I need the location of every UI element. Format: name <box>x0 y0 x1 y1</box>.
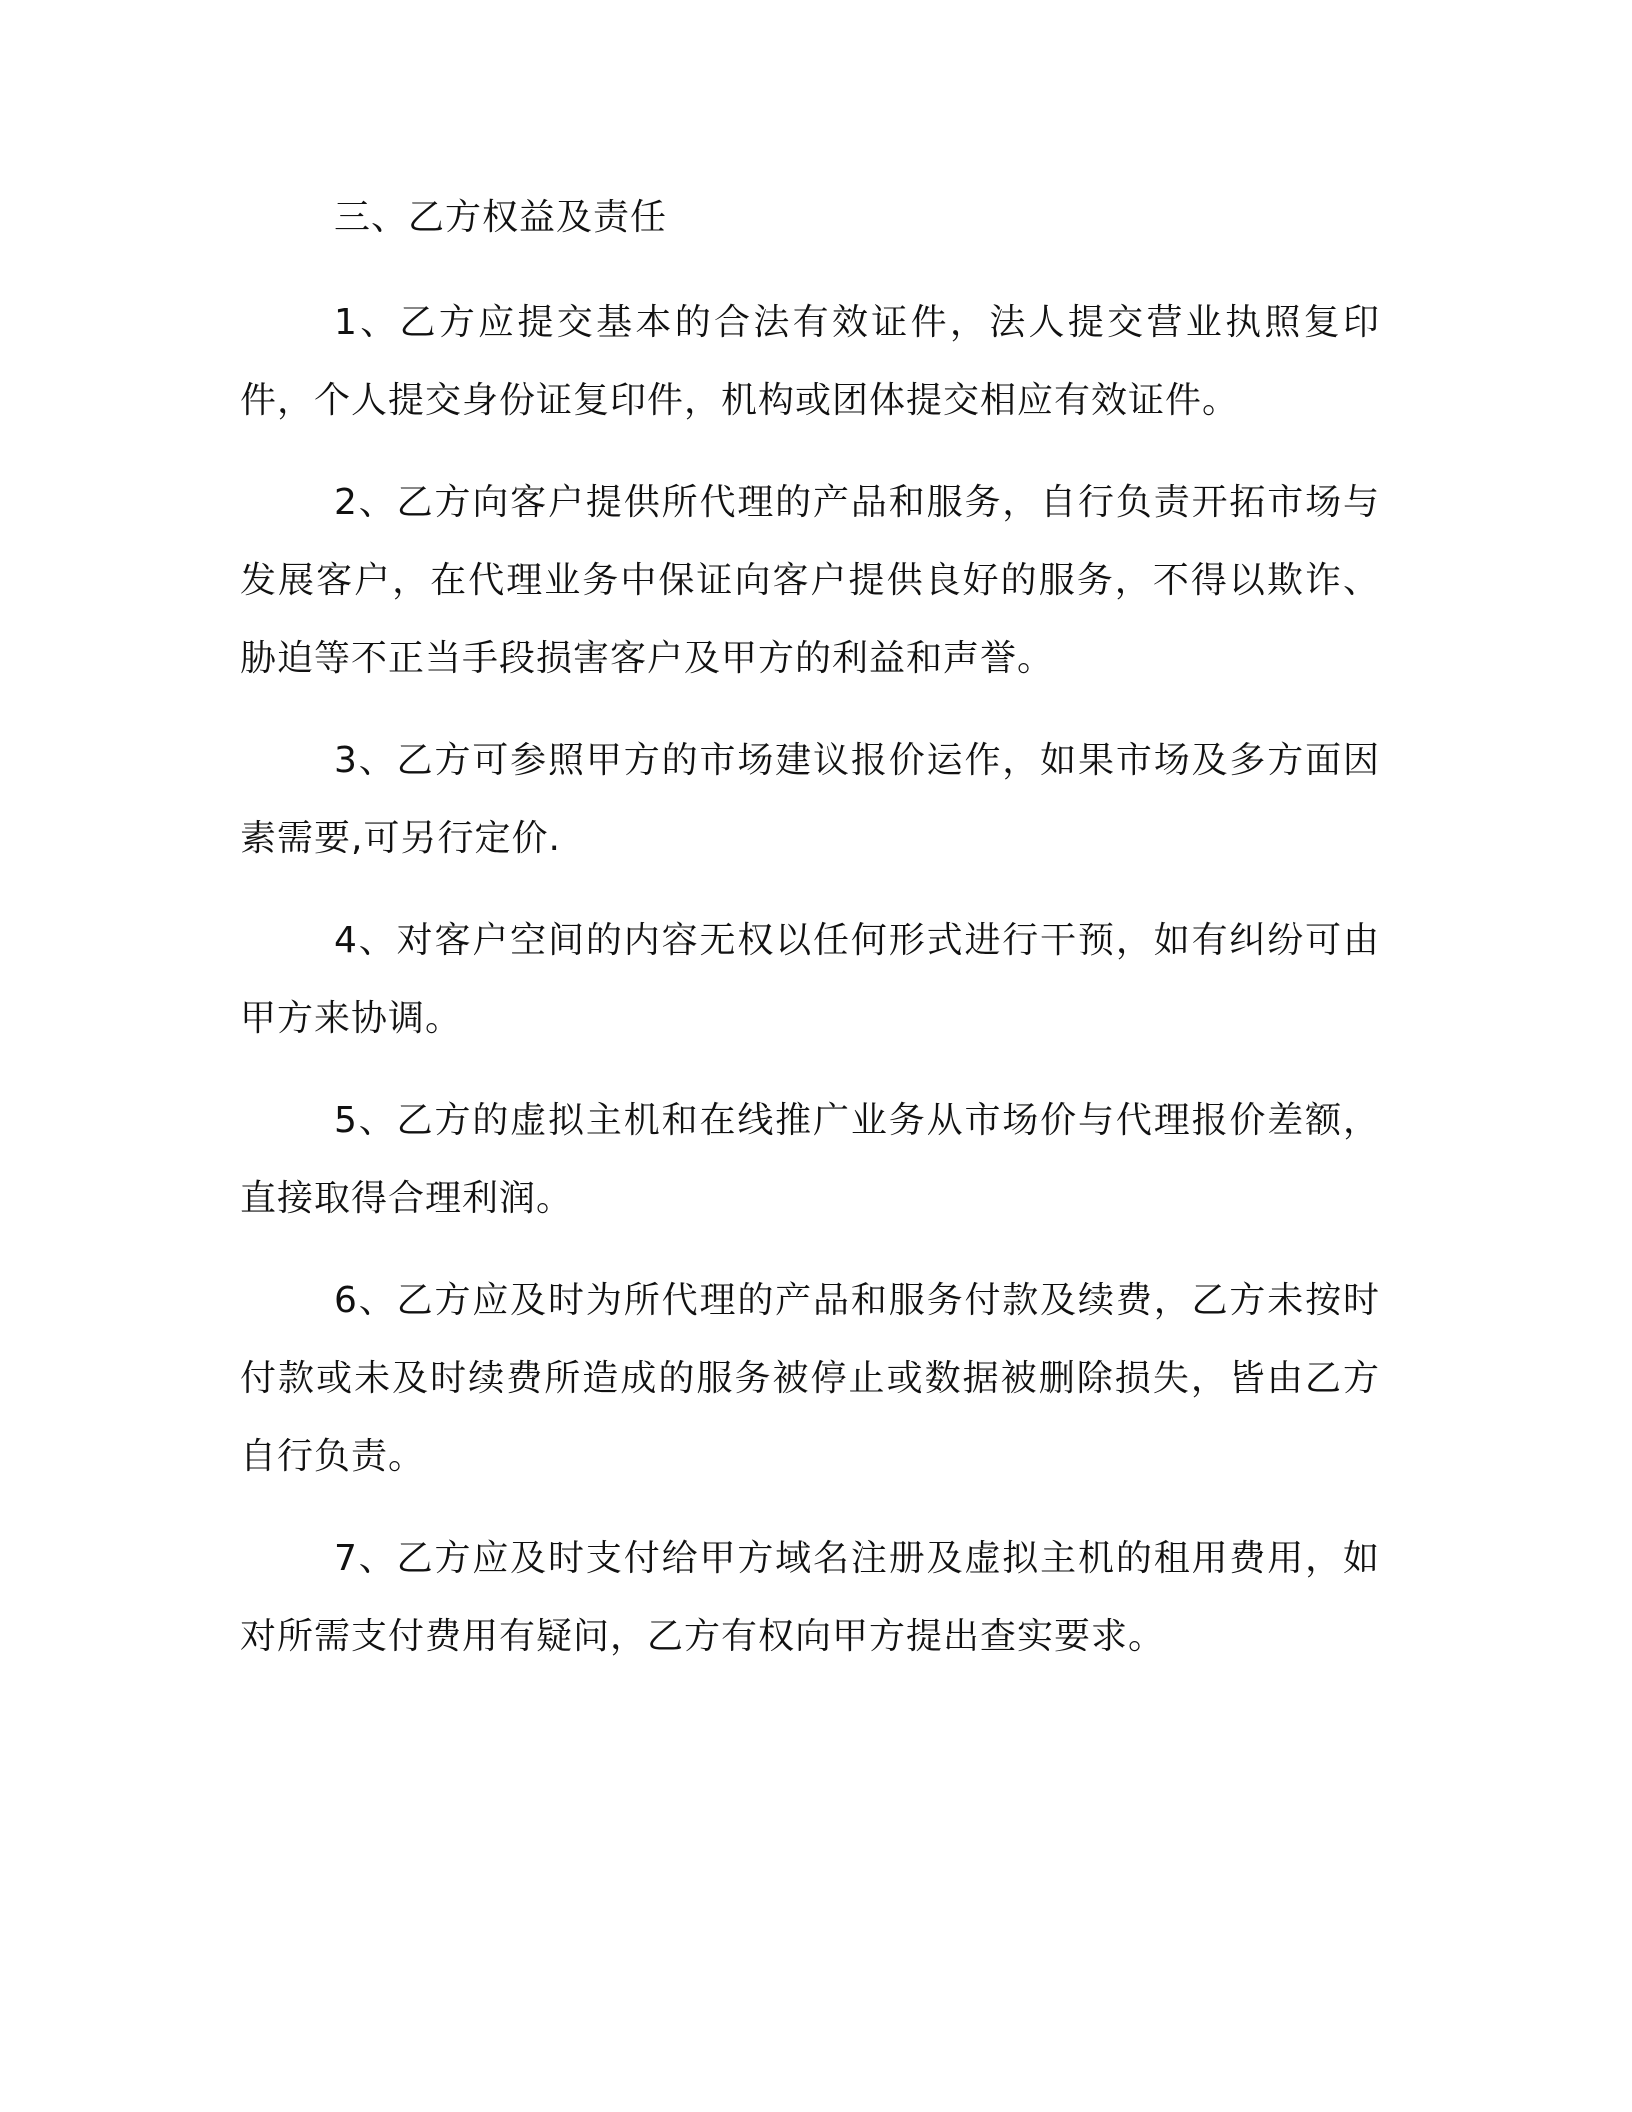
clause-2: 2、乙方向客户提供所代理的产品和服务，自行负责开拓市场与发展客户，在代理业务中保证向客户提供良好的服务，不得以欺诈、胁迫等不正当手段损害客户及甲方的利益和声誉。 <box>240 482 1380 679</box>
clause-1: 1、乙方应提交基本的合法有效证件，法人提交营业执照复印件，个人提交身份证复印件，机构或团体提交相应有效证件。 <box>240 302 1380 421</box>
clause-5: 5、乙方的虚拟主机和在线推广业务从市场价与代理报价差额，直接取得合理利润。 <box>240 1100 1380 1219</box>
clause-7: 7、乙方应及时支付给甲方域名注册及虚拟主机的租用费用，如对所需支付费用有疑问，乙方有权向甲方提出查实要求。 <box>240 1538 1380 1657</box>
document-body <box>240 190 1380 1700</box>
section-heading: 三、乙方权益及责任 <box>334 197 668 238</box>
clause-3: 3、乙方可参照甲方的市场建议报价运作，如果市场及多方面因素需要,可另行定价. <box>240 740 1380 859</box>
clause-6: 6、乙方应及时为所代理的产品和服务付款及续费，乙方未按时付款或未及时续费所造成的服务被停止或数据被删除损失，皆由乙方自行负责。 <box>240 1280 1380 1477</box>
clause-4: 4、对客户空间的内容无权以任何形式进行干预，如有纠纷可由甲方来协调。 <box>240 920 1380 1039</box>
